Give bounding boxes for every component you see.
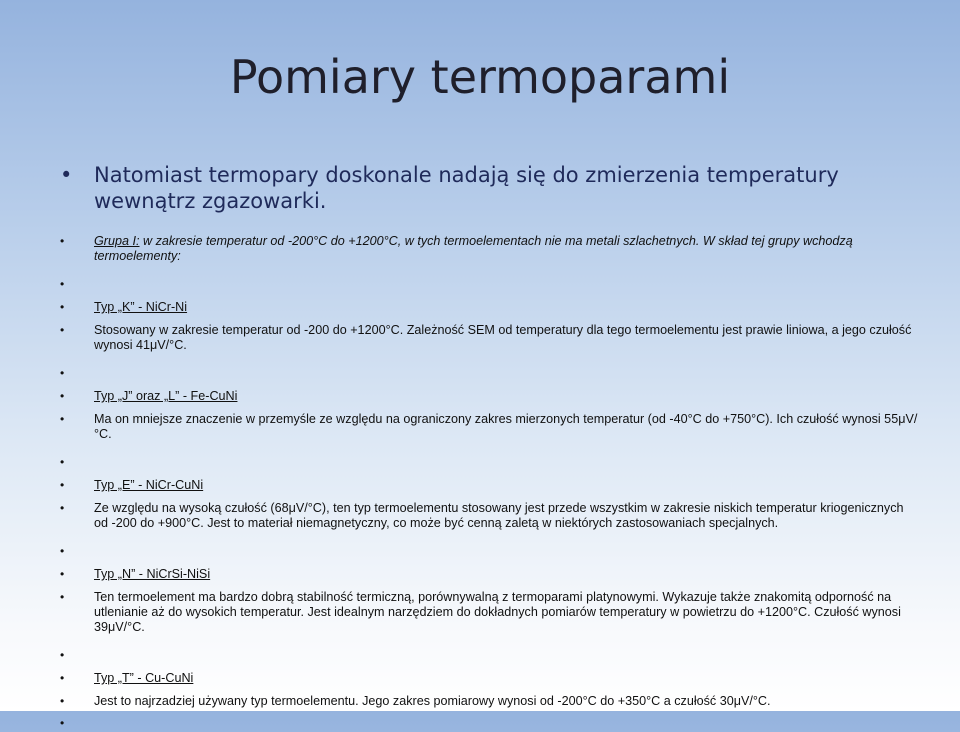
bullet-marker: • (60, 163, 73, 187)
group-text: w zakresie temperatur od -200°C do +1200°C, w tych termoelementach nie ma metali szlachetnych. W skład tej grupy wchodzą termoelementy: (94, 234, 853, 263)
bullet-marker: • (60, 694, 65, 708)
list-item-empty (60, 455, 920, 471)
list-item-empty (60, 277, 920, 293)
bullet-marker: • (60, 544, 65, 558)
list-item-empty (60, 366, 920, 382)
list-item-empty (60, 716, 920, 732)
list-item-empty (60, 648, 920, 664)
bullet-marker: • (60, 671, 65, 685)
lead-text: Natomiast termopary doskonale nadają się do zmierzenia temperatury wewnątrz zgazowarki. (94, 163, 839, 213)
list-item-type-n-desc (60, 590, 920, 635)
bullet-marker: • (60, 412, 65, 426)
type-e-description: Ze względu na wysoką czułość (68μV/°C), ten typ termoelementu stosowany jest przede wszystkim w zakresie niskich temperatur kriogenicznych od -200 do +900°C. Jest to materiał niemagnetyczny, co może być cenną zaletą w niektórych zastosowaniach specjalnych. (94, 501, 904, 530)
bullet-marker: • (60, 389, 65, 403)
bullet-marker: • (60, 501, 65, 515)
lead-bullet (60, 162, 920, 214)
bullet-marker: • (60, 366, 65, 380)
bullet-marker: • (60, 300, 65, 314)
list-item-type-t-desc (60, 694, 920, 709)
list-item-type-j (60, 389, 920, 404)
bullet-list (60, 234, 920, 732)
bullet-marker: • (60, 590, 65, 604)
bullet-marker: • (60, 323, 65, 337)
list-item-type-e (60, 478, 920, 493)
bullet-marker: • (60, 234, 65, 248)
group-label: Grupa I: (94, 234, 140, 248)
bullet-marker: • (60, 716, 65, 730)
list-item-type-k-desc (60, 323, 920, 353)
type-k-description: Stosowany w zakresie temperatur od -200 do +1200°C. Zależność SEM od temperatury dla tego termoelementu jest prawie liniowa, a jego czułość wynosi 41μV/°C. (94, 323, 912, 352)
bullet-marker: • (60, 455, 65, 469)
list-item-group (60, 234, 920, 264)
list-item-type-t (60, 671, 920, 686)
type-t-heading: Typ „T” - Cu-CuNi (94, 671, 194, 685)
bullet-marker: • (60, 277, 65, 291)
list-item-type-n (60, 567, 920, 582)
list-item-empty (60, 544, 920, 560)
type-n-heading: Typ „N” - NiCrSi-NiSi (94, 567, 211, 581)
slide-title: Pomiary termoparami (229, 50, 731, 104)
type-t-description: Jest to najrzadziej używany typ termoelementu. Jego zakres pomiarowy wynosi od -200°C do +350°C a czułość 30μV/°C. (94, 694, 771, 708)
list-item-type-e-desc (60, 501, 920, 531)
type-k-heading: Typ „K” - NiCr-Ni (94, 300, 188, 314)
bullet-marker: • (60, 478, 65, 492)
bullet-marker: • (60, 648, 65, 662)
type-j-description: Ma on mniejsze znaczenie w przemyśle ze względu na ograniczony zakres mierzonych temperatur (od -40°C do +750°C). Ich czułość wynosi 55μV/°C. (94, 412, 918, 441)
list-item-type-k (60, 300, 920, 315)
list-item-type-j-desc (60, 412, 920, 442)
type-j-heading: Typ „J” oraz „L” - Fe-CuNi (94, 389, 238, 403)
type-e-heading: Typ „E” - NiCr-CuNi (94, 478, 204, 492)
type-n-description: Ten termoelement ma bardzo dobrą stabilność termiczną, porównywalną z termoparami platynowymi. Wykazuje także znakomitą odporność na utlenianie aż do wysokich temperatur. Jest idealnym narzędziem do dokładnych pomiarów temperatury w powietrzu do +1200°C. Czułość wynosi 39μV/°C. (94, 590, 901, 634)
bullet-marker: • (60, 567, 65, 581)
